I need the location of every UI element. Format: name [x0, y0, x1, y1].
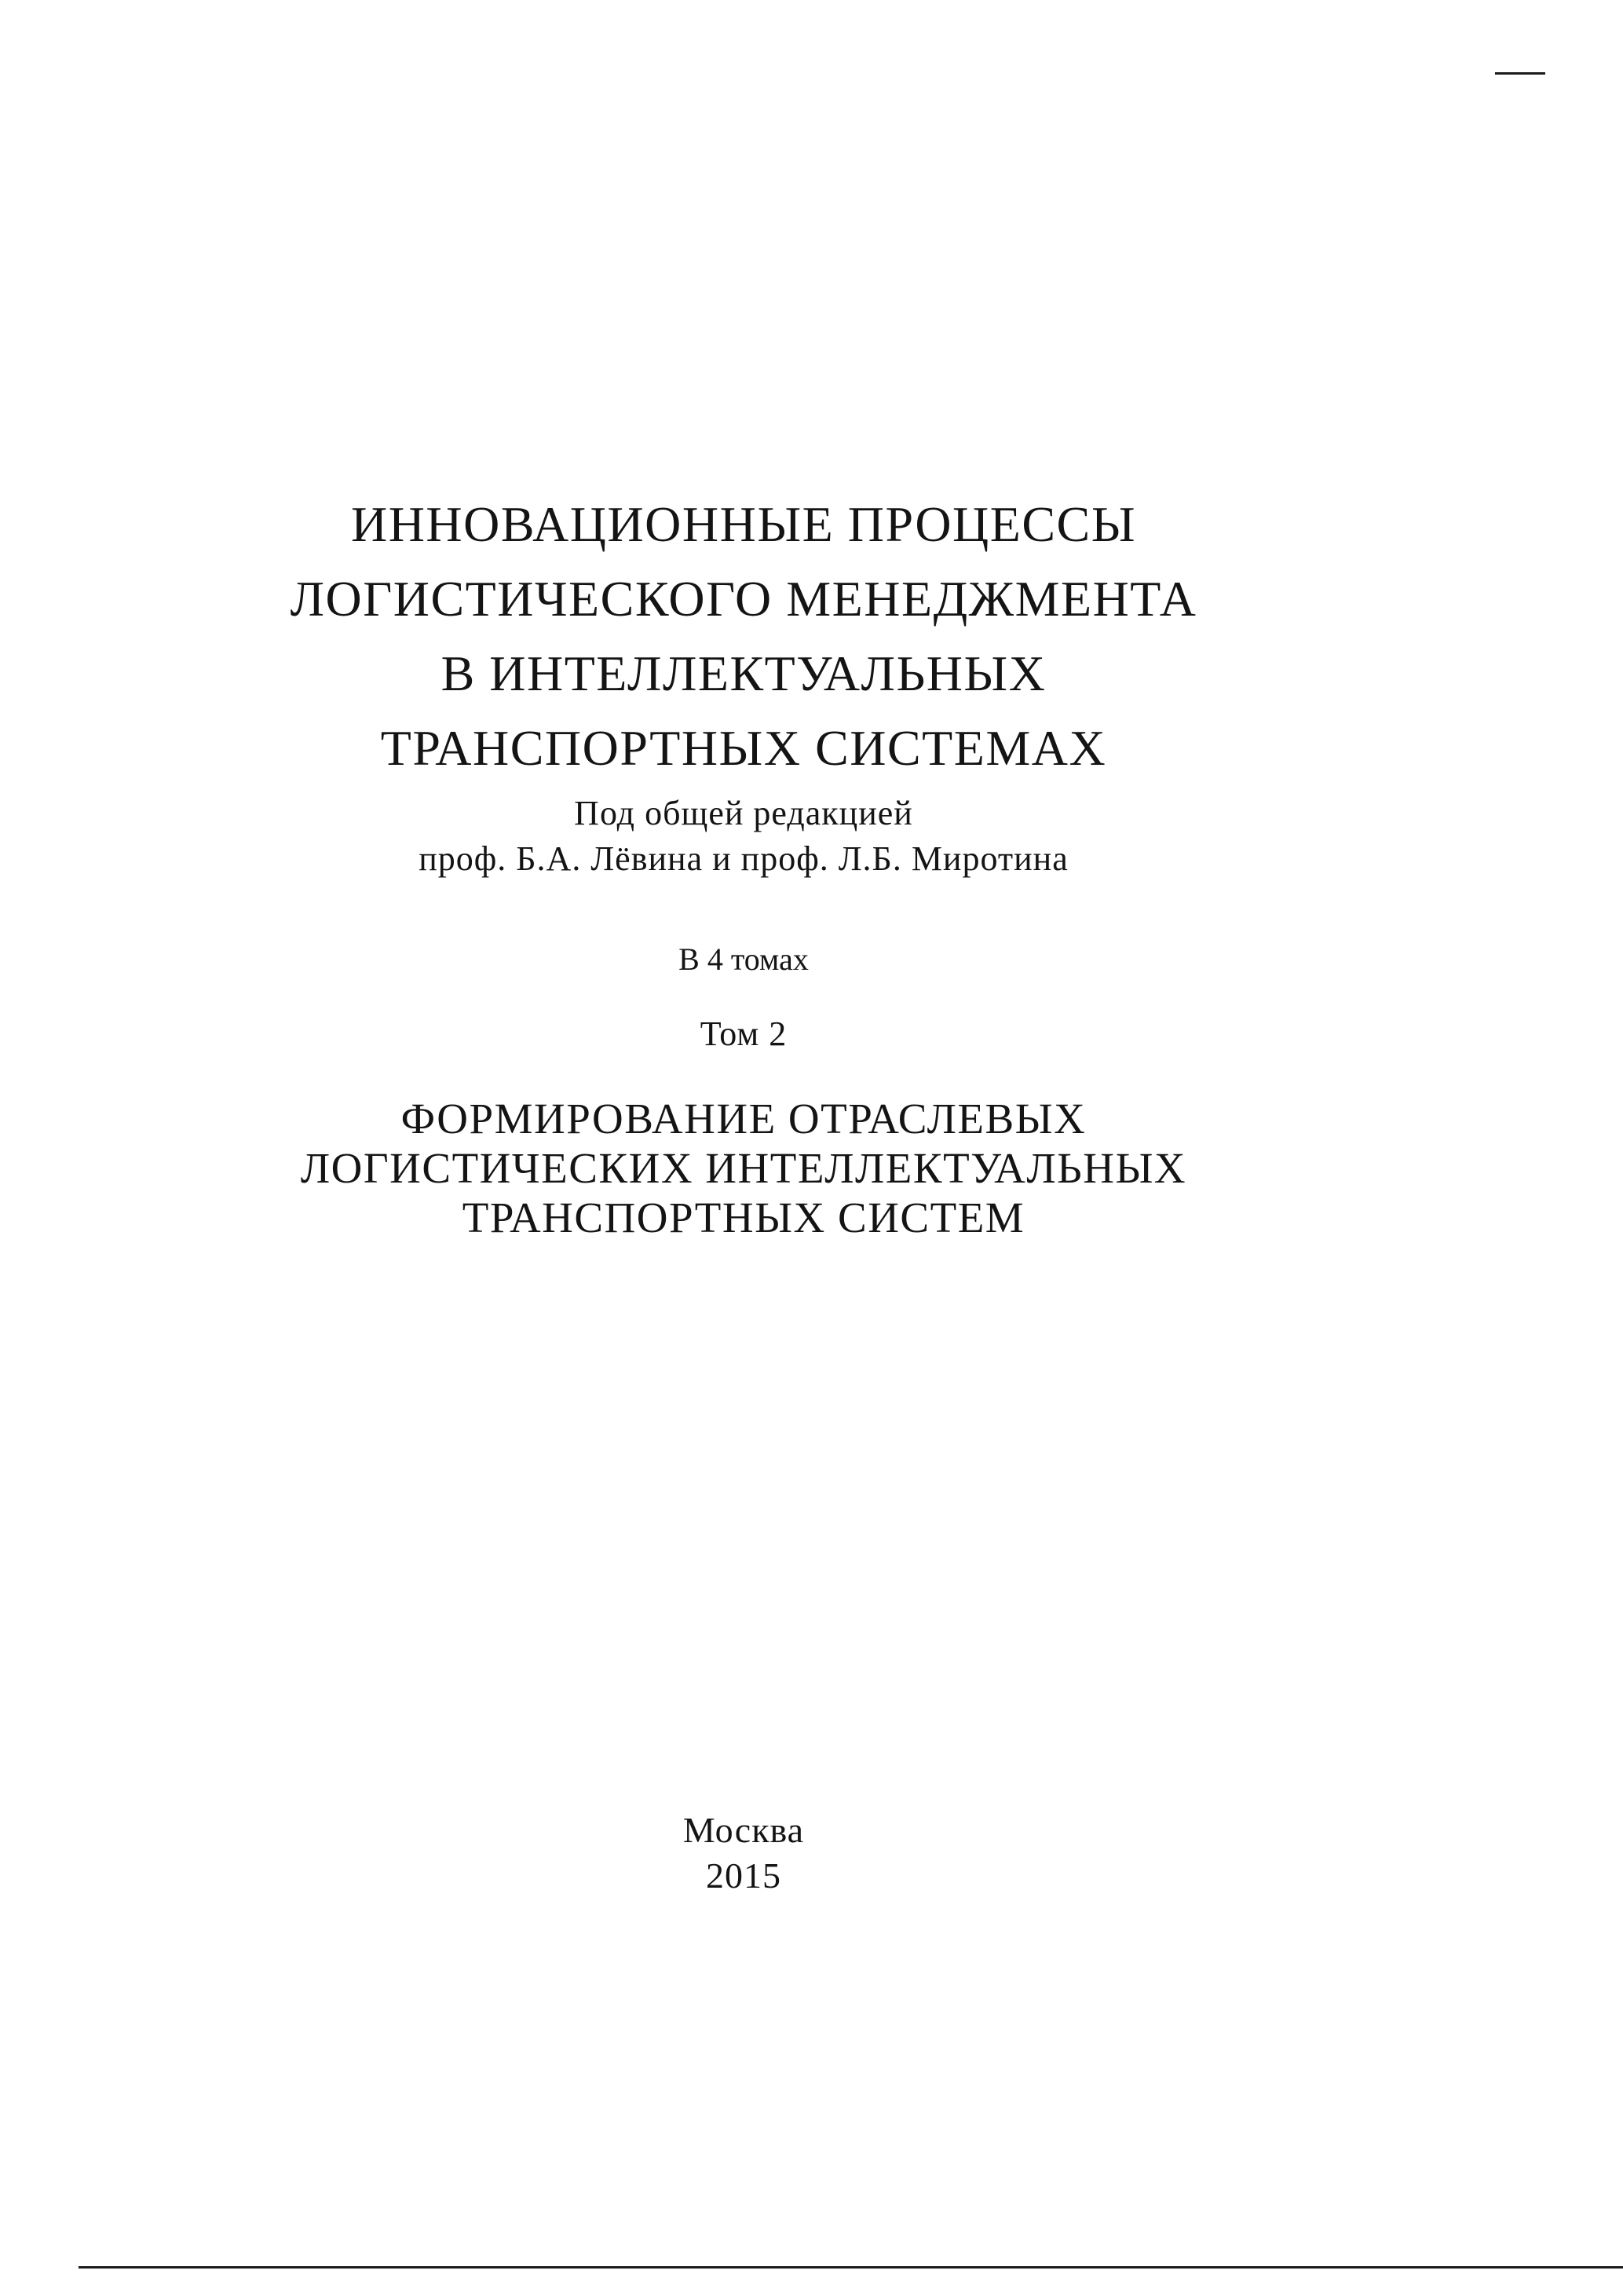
- book-title-line: ИННОВАЦИОННЫЕ ПРОЦЕССЫ: [350, 496, 1137, 552]
- imprint-city: Москва: [682, 1810, 805, 1850]
- editors-heading: Под общей редакцией: [574, 794, 913, 832]
- book-title-line: ЛОГИСТИЧЕСКОГО МЕНЕДЖМЕНТА: [290, 571, 1197, 627]
- volume-label: Том 2: [700, 1015, 788, 1053]
- book-title-line: В ИНТЕЛЛЕКТУАЛЬНЫХ: [440, 645, 1047, 701]
- imprint-year: 2015: [706, 1855, 781, 1896]
- book-title: [0, 487, 1487, 785]
- volumes-note: В 4 томах: [678, 941, 809, 977]
- corner-mark: [1495, 72, 1545, 75]
- editors-names: проф. Б.А. Лёвина и проф. Л.Б. Миротина: [419, 839, 1069, 878]
- bottom-rule: [79, 2266, 1623, 2269]
- imprint: [0, 1808, 1487, 1899]
- volume-title-line: ФОРМИРОВАНИЕ ОТРАСЛЕВЫХ: [400, 1095, 1087, 1143]
- volume-title-line: ЛОГИСТИЧЕСКИХ ИНТЕЛЛЕКТУАЛЬНЫХ: [300, 1144, 1187, 1192]
- book-title-line: ТРАНСПОРТНЫХ СИСТЕМАХ: [380, 720, 1107, 776]
- volume-title-line: ТРАНСПОРТНЫХ СИСТЕМ: [462, 1194, 1025, 1241]
- editors-credit: [0, 791, 1487, 882]
- volume-title: [0, 1094, 1487, 1242]
